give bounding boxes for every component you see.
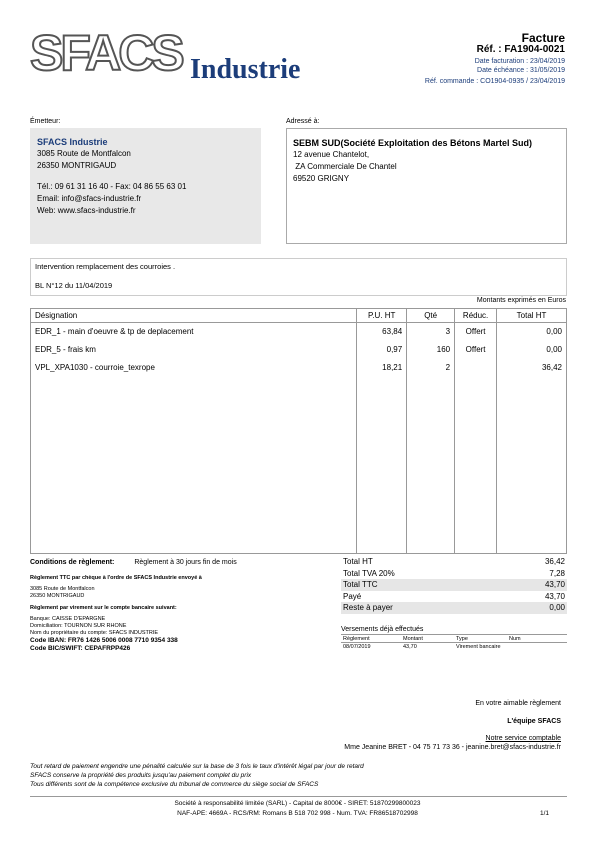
items-header-row <box>31 309 567 323</box>
col-type: Type <box>454 635 507 643</box>
emitter-address1: 3085 Route de Montfalcon <box>37 149 131 158</box>
item-unit-price: 63,84 <box>357 323 407 341</box>
emitter-name: SFACS Industrie <box>37 137 108 147</box>
total-value: 36,42 <box>544 557 565 567</box>
legal-notice <box>30 762 364 789</box>
total-ttc-row <box>341 579 567 591</box>
items-table <box>30 308 567 554</box>
item-discount: Offert <box>455 341 497 359</box>
item-total: 0,00 <box>497 341 567 359</box>
closing-greeting: En votre aimable règlement <box>475 700 561 707</box>
col-reglement: Règlement <box>341 635 401 643</box>
footer-line2: NAF-APE: 4669A - RCS/RM: Romans B 518 702 998 - Num. TVA: FR86518702998 <box>177 810 418 817</box>
recipient-address1: 12 avenue Chantelot, <box>293 150 370 159</box>
payments-title: Versements déjà effectués <box>341 626 424 633</box>
table-row <box>31 323 567 341</box>
invoice-title: Facture <box>521 31 565 45</box>
logo-sub-text: Industrie <box>190 54 301 85</box>
conditions-value: Règlement à 30 jours fin de mois <box>134 559 237 566</box>
total-value: 43,70 <box>544 591 565 601</box>
item-quantity: 2 <box>407 359 455 377</box>
col-montant: Montant <box>401 635 454 643</box>
emitter-web: Web: www.sfacs-industrie.fr <box>37 206 136 215</box>
accounting-contact: Mme Jeanine BRET - 04 75 71 73 36 - jeanine.bret@sfacs-industrie.fr <box>344 744 561 751</box>
currency-note: Montants exprimés en Euros <box>476 297 566 304</box>
col-discount: Réduc. <box>455 309 497 323</box>
description-line2: BL N°12 du 11/04/2019 <box>35 281 113 290</box>
emitter-box <box>30 128 261 244</box>
total-ht-row <box>341 556 567 568</box>
col-quantity: Qté <box>407 309 455 323</box>
item-designation: EDR_1 - main d'oeuvre & tp de deplacement <box>31 323 357 341</box>
emitter-phone: Tél.: 09 61 31 16 40 - Fax: 04 86 55 63 01 <box>37 182 187 191</box>
payment-type: Virement bancaire <box>456 643 501 650</box>
col-designation: Désignation <box>31 309 357 323</box>
cheque-address2: 26350 MONTRIGAUD <box>30 593 85 599</box>
account-owner: Nom du propriétaire du compte: SFACS INDUSTRIE <box>30 630 159 636</box>
recipient-name: SEBM SUD(Société Exploitation des Bétons Martel Sud) <box>293 138 533 148</box>
payments-table <box>341 634 567 651</box>
payment-amount: 43,70 <box>403 643 417 650</box>
cheque-address1: 3085 Route de Montfalcon <box>30 586 95 592</box>
footer-line1: Société à responsabilité limitée (SARL) - Capital de 8000€ - SIRET: 51870299800023 <box>174 800 421 807</box>
invoice-date: Date facturation : 23/04/2019 <box>474 58 565 65</box>
totals-table <box>341 556 567 614</box>
logo-main-text: SFACS <box>30 25 182 81</box>
bank-name: Banque: CAISSE D'EPARGNE <box>30 616 106 622</box>
page-number: 1/1 <box>539 810 549 817</box>
recipient-address2: ZA Commerciale De Chantel <box>293 162 397 171</box>
item-total: 36,42 <box>497 359 567 377</box>
transfer-title: Règlement par virement sur le compte bancaire suivant: <box>30 605 177 611</box>
remaining-row <box>341 602 567 614</box>
company-logo <box>30 25 315 85</box>
recipient-address3: 69520 GRIGNY <box>293 174 350 183</box>
team-signature: L'équipe SFACS <box>507 718 561 725</box>
total-label: Total TTC <box>341 579 499 591</box>
col-total: Total HT <box>497 309 567 323</box>
item-designation: VPL_XPA1030 - courroie_texrope <box>31 359 357 377</box>
table-row <box>31 359 567 377</box>
total-label: Total TVA 20% <box>343 568 395 578</box>
cheque-title: Règlement TTC par chèque à l'ordre de SFACS Industrie envoyé à <box>30 575 202 581</box>
emitter-email: Email: info@sfacs-industrie.fr <box>37 194 142 203</box>
total-label: Reste à payer <box>341 602 499 614</box>
item-quantity: 160 <box>407 341 455 359</box>
total-value: 0,00 <box>499 602 567 614</box>
emitter-label: Émetteur: <box>30 118 61 125</box>
footer-divider <box>30 796 567 797</box>
conditions-label: Conditions de règlement: <box>30 559 115 566</box>
total-value: 7,28 <box>549 568 565 578</box>
legal-line1: Tout retard de paiement engendre une pénalité calculée sur la base de 3 fois le taux d'intérêt légal par jour de retard <box>30 763 364 770</box>
item-designation: EDR_5 - frais km <box>31 341 357 359</box>
invoice-due-date: Date échéance : 31/05/2019 <box>477 67 565 74</box>
bic: Code BIC/SWIFT: CEPAFRPP426 <box>30 645 131 652</box>
recipient-box <box>286 128 567 244</box>
col-unit-price: P.U. HT <box>357 309 407 323</box>
total-tva-row <box>341 568 567 580</box>
legal-line2: SFACS conserve la propriété des produits jusqu'au paiement complet du prix <box>30 772 252 779</box>
bank-domiciliation: Domiciliation: TOURNON SUR RHONE <box>30 623 127 629</box>
payments-header-row <box>341 635 567 643</box>
item-total: 0,00 <box>497 323 567 341</box>
recipient-label: Adressé à: <box>286 118 320 125</box>
order-ref: Réf. commande : CO1904-0935 / 23/04/2019 <box>424 78 565 85</box>
payment-terms <box>30 558 330 653</box>
table-filler-row <box>31 377 567 554</box>
table-row <box>341 643 567 651</box>
accounting-dept: Notre service comptable <box>485 735 561 742</box>
table-row <box>31 341 567 359</box>
payment-num <box>507 643 567 651</box>
total-value: 43,70 <box>499 579 567 591</box>
intervention-description <box>30 258 567 296</box>
item-unit-price: 0,97 <box>357 341 407 359</box>
item-discount <box>455 359 497 377</box>
item-unit-price: 18,21 <box>357 359 407 377</box>
description-line1: Intervention remplacement des courroies . <box>35 262 176 271</box>
total-label: Total HT <box>343 557 373 567</box>
paid-row <box>341 591 567 603</box>
item-quantity: 3 <box>407 323 455 341</box>
emitter-address2: 26350 MONTRIGAUD <box>37 161 117 170</box>
total-label: Payé <box>343 591 362 601</box>
col-num: Num <box>507 635 567 643</box>
iban: Code IBAN: FR76 1426 5006 0008 7710 9354 338 <box>30 637 178 644</box>
invoice-ref: Réf. : FA1904-0021 <box>476 44 565 55</box>
payment-date: 08/07/2019 <box>343 643 371 650</box>
legal-line3: Tous différents sont de la compétence exclusive du tribunal de commerce du siège social de SFACS <box>30 781 319 788</box>
item-discount: Offert <box>455 323 497 341</box>
